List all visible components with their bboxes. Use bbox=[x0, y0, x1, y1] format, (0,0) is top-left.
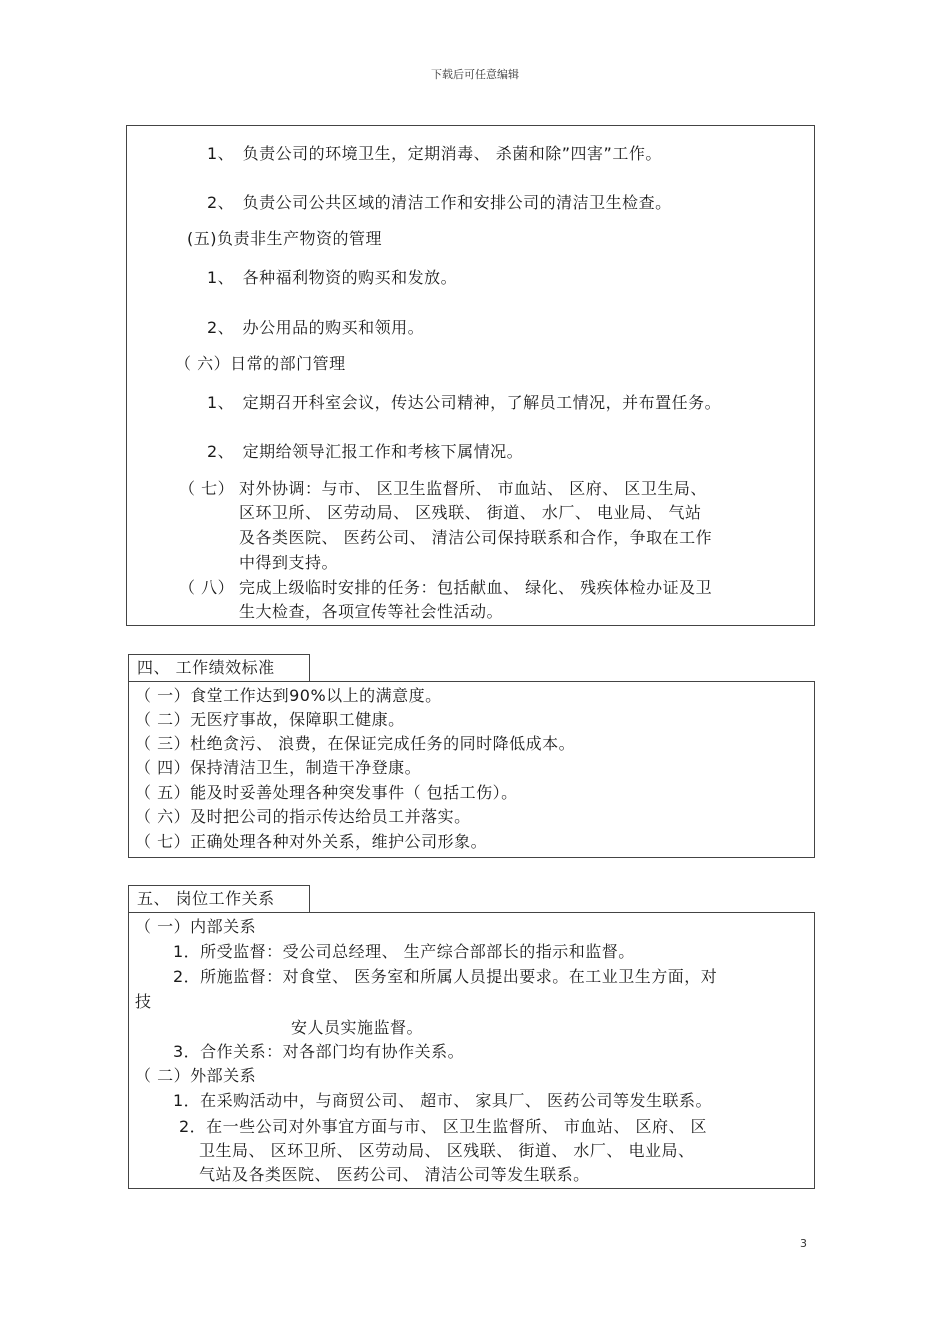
duty-line: 完成上级临时安排的任务：包括献血、 绿化、 残疾体检办证及卫 bbox=[239, 578, 713, 597]
duty-line: 1、 定期召开科室会议，传达公司精神，了解员工情况，并布置任务。 bbox=[207, 393, 722, 412]
duty-line: 2、 负责公司公共区域的清洁工作和安排公司的清洁卫生检查。 bbox=[207, 193, 672, 212]
duty-heading-label: （ 七） bbox=[179, 479, 235, 498]
page-number: 3 bbox=[800, 1237, 807, 1250]
relation-line: 1．所受监督：受公司总经理、 生产综合部部长的指示和监督。 bbox=[173, 942, 635, 961]
list-item: （ 五）能及时妥善处理各种突发事件（ 包括工伤）。 bbox=[135, 783, 518, 802]
duty-line: 区环卫所、 区劳动局、 区残联、 街道、 水厂、 电业局、 气站 bbox=[239, 503, 702, 522]
duty-heading-label: （ 八） bbox=[179, 578, 235, 597]
relation-line: 技 bbox=[135, 992, 152, 1011]
duty-line: 1、 各种福利物资的购买和发放。 bbox=[207, 268, 458, 287]
list-item: （ 六）及时把公司的指示传达给员工并落实。 bbox=[135, 807, 471, 826]
list-item: （ 四）保持清洁卫生，制造干净登康。 bbox=[135, 758, 422, 777]
relation-line: 3．合作关系：对各部门均有协作关系。 bbox=[173, 1042, 465, 1061]
duty-line: 生大检查，各项宣传等社会性活动。 bbox=[239, 602, 504, 621]
duty-line: 及各类医院、 医药公司、 清洁公司保持联系和合作，争取在工作 bbox=[239, 528, 713, 547]
relations-box bbox=[128, 912, 815, 1189]
duty-line: 中得到支持。 bbox=[239, 553, 339, 572]
list-item: （ 一）食堂工作达到90%以上的满意度。 bbox=[135, 686, 442, 705]
relation-heading: （ 二）外部关系 bbox=[135, 1066, 257, 1085]
list-item: （ 七）正确处理各种对外关系，维护公司形象。 bbox=[135, 832, 488, 851]
relation-line: 卫生局、 区环卫所、 区劳动局、 区残联、 街道、 水厂、 电业局、 bbox=[199, 1141, 695, 1160]
duty-line: 1、 负责公司的环境卫生，定期消毒、 杀菌和除”四害”工作。 bbox=[207, 144, 662, 163]
list-item: （ 三）杜绝贪污、 浪费，在保证完成任务的同时降低成本。 bbox=[135, 734, 576, 753]
section-title: 五、 岗位工作关系 bbox=[128, 885, 310, 913]
duty-heading: （ 六）日常的部门管理 bbox=[175, 354, 346, 373]
list-item: （ 二）无医疗事故，保障职工健康。 bbox=[135, 710, 405, 729]
relation-line: 安人员实施监督。 bbox=[291, 1018, 424, 1037]
relation-line: 1．在采购活动中，与商贸公司、 超市、 家具厂、 医药公司等发生联系。 bbox=[173, 1091, 712, 1110]
duty-heading: (五)负责非生产物资的管理 bbox=[187, 229, 382, 248]
duty-line: 2、 定期给领导汇报工作和考核下属情况。 bbox=[207, 442, 524, 461]
section-title: 四、 工作绩效标准 bbox=[128, 654, 310, 682]
duties-box bbox=[126, 125, 815, 626]
relation-heading: （ 一）内部关系 bbox=[135, 917, 257, 936]
duty-line: 对外协调：与市、 区卫生监督所、 市血站、 区府、 区卫生局、 bbox=[239, 479, 707, 498]
performance-box bbox=[128, 681, 815, 858]
relation-line: 2．所施监督：对食堂、 医务室和所属人员提出要求。在工业卫生方面，对 bbox=[173, 967, 718, 986]
duty-line: 2、 办公用品的购买和领用。 bbox=[207, 318, 425, 337]
relation-line: 气站及各类医院、 医药公司、 清洁公司等发生联系。 bbox=[199, 1165, 590, 1184]
page-header: 下载后可任意编辑 bbox=[431, 68, 519, 81]
relation-line: 2．在一些公司对外事宜方面与市、 区卫生监督所、 市血站、 区府、 区 bbox=[179, 1117, 708, 1136]
